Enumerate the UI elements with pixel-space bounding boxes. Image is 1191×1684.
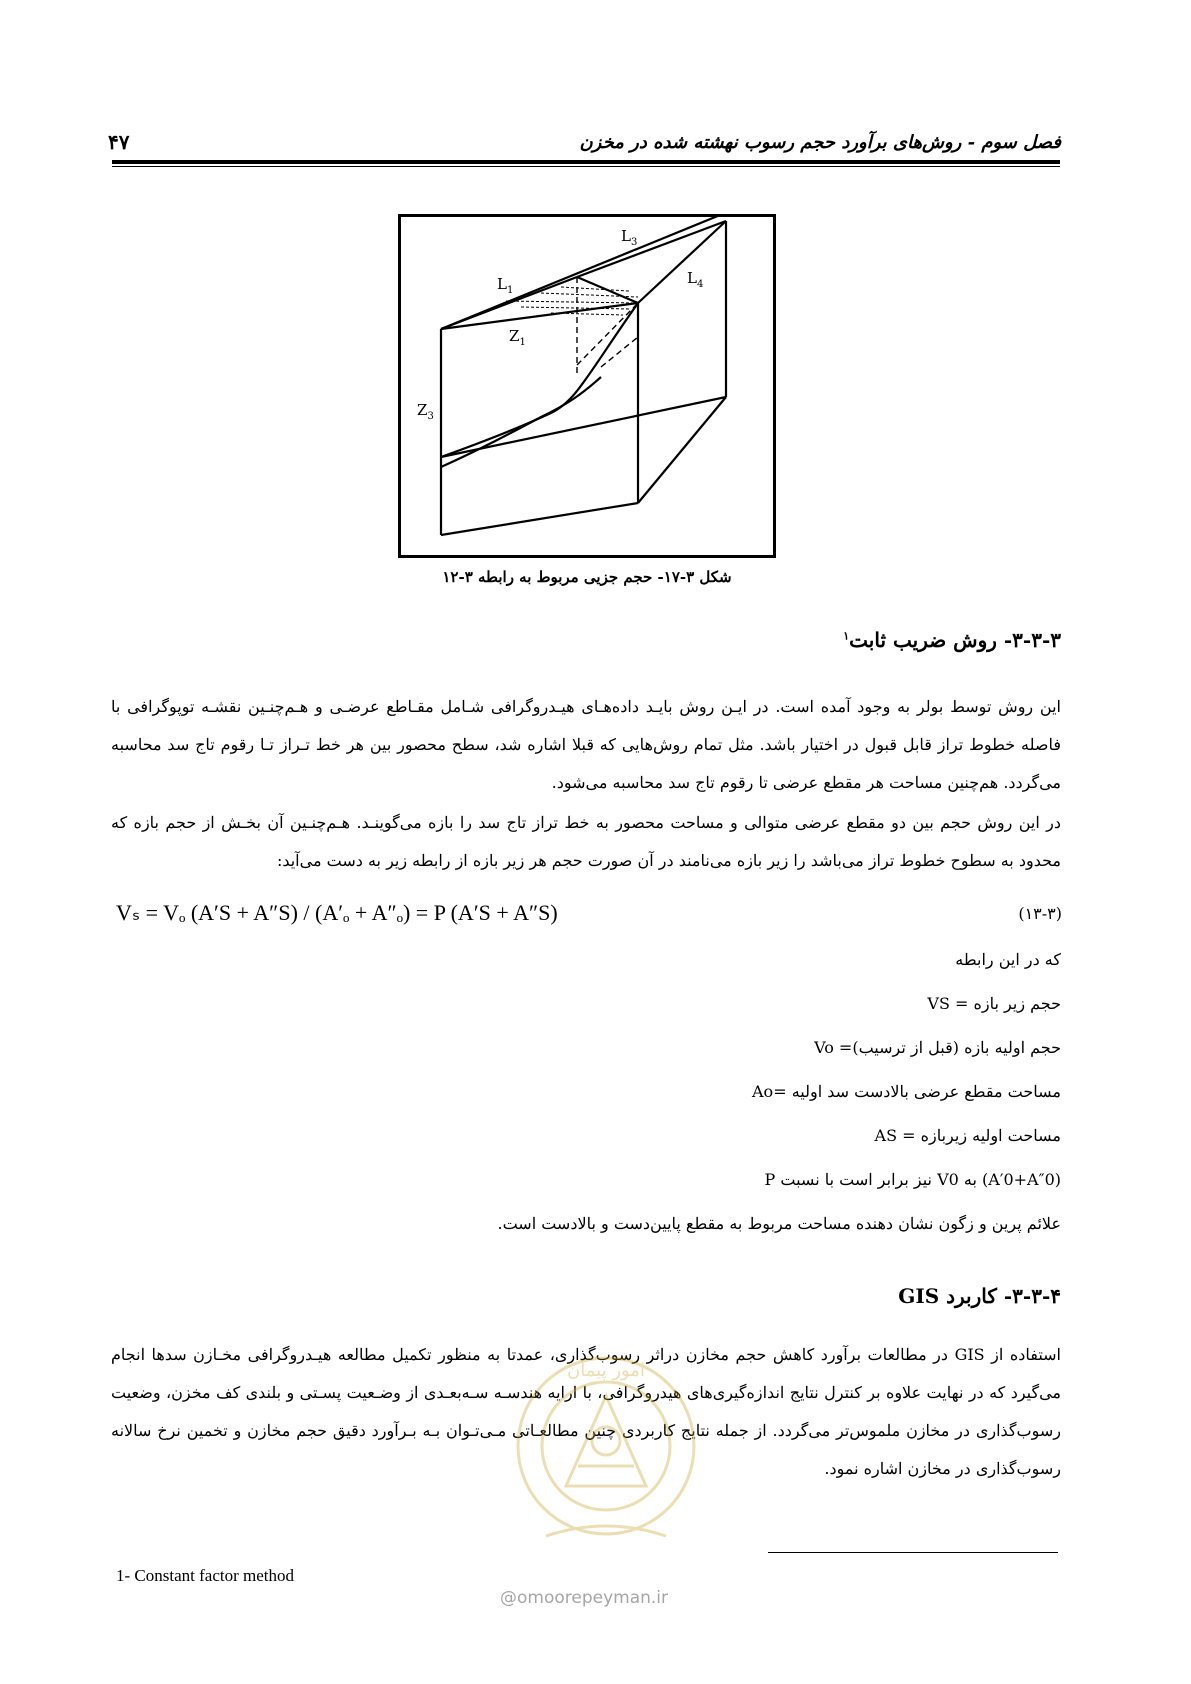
- equation-line: [112, 900, 1062, 938]
- paragraph-subreach-definition: در این روش حجم بین دو مقطع عرضی متوالی و مساحت محصور به خط تراز تاج سد را بازه می‌گوینـد. هـم‌چنـین آن بخـش از حجم بازه که محدود به سطوح خطوط تراز می‌باشد را زیر بازه می‌نامند در آن صورت حجم هر زیر بازه از رابطه زیر به دست می‌آید:: [111, 813, 1062, 870]
- figure-frame: [398, 214, 776, 558]
- definition-item: Vo =حجم اولیه بازه (قبل از ترسیب): [814, 1038, 1061, 1057]
- diagram-hatch-1: [506, 301, 638, 303]
- diagram-line-right-top: [638, 221, 726, 303]
- definitions-intro: که در این رابطه: [955, 950, 1061, 969]
- diagram-dashed-2: [577, 303, 638, 365]
- footnote-rule: [768, 1552, 1058, 1553]
- equation-number: (۱۳-۳): [1018, 904, 1062, 923]
- label-z3: $Z_3$: [417, 401, 434, 422]
- watermark-seal-logo: [506, 1336, 706, 1566]
- footnote-marker: ۱: [843, 629, 850, 643]
- label-l4: $L_4$: [687, 269, 704, 290]
- header-rule-thick: [112, 160, 1060, 164]
- definition-item: Ao= مساحت مقطع عرضی بالادست سد اولیه: [752, 1082, 1061, 1101]
- watermark-seal-text: امور پیمان: [567, 1360, 645, 1381]
- definition-item: علائم پرین و زگون نشان دهنده مساحت مربوط به مقطع پایین‌دست و بالادست است.: [497, 1214, 1061, 1233]
- section-heading-gis: ۳-۳-۴- کاربرد GIS: [898, 1284, 1061, 1308]
- label-l1: $L_1$: [497, 275, 514, 296]
- paragraph-gis: استفاده از GIS در مطالعات برآورد کاهش حجم مخازن دراثر رسوب‌گذاری، عمدتا به منظور تکمیل مطالعه هیـدروگرافی مخـازن سدها انجام می‌گیرد که در نهایت علاوه بر کنترل نتایج اندازه‌گیری‌های هیدروگرافی، با ارایه هندسـه سـه‌بعـدی از وضـعیت پسـتی و بلندی کف مخزن، وضعیت رسوب‌گذاری در مخازن ملموس‌تر می‌گردد. از جمله نتایج کاربردی چنین مطالعـاتی مـی‌تـوان بـه بـرآورد دقیق حجم مخازن و تخمین نرخ سالانه رسوب‌گذاری در مخازن اشاره نمود.: [111, 1345, 1062, 1478]
- definition-item: AS = مساحت اولیه زیربازه: [874, 1126, 1061, 1145]
- diagram-hatch-2: [521, 307, 631, 309]
- diagram-dashed-3: [601, 337, 638, 367]
- figure-caption: شکل ۳-۱۷- حجم جزیی مربوط به رابطه ۳-۱۲: [442, 568, 732, 586]
- section-heading-constant-factor: ۳-۳-۳- روش ضریب ثابت$^۱$: [843, 628, 1061, 652]
- diagram-line-l3: [577, 221, 726, 277]
- header-rule-thin: [112, 166, 1060, 167]
- definition-item: P نیز برابر است با نسبت V0 به (A′0+A″0): [764, 1170, 1061, 1189]
- sediment-volume-diagram: [401, 217, 773, 555]
- running-header-title: فصل سوم - روش‌های برآورد حجم رسوب نهشته شده در مخزن: [579, 132, 1061, 153]
- page-number: ۴۷: [108, 130, 130, 154]
- diagram-hatch-5: [561, 287, 629, 291]
- definition-item: VS = حجم زیر بازه: [927, 994, 1061, 1013]
- diagram-line-bottom: [441, 503, 638, 535]
- paragraph-method-intro: این روش توسط بولر به وجود آمده است. در ایـن روش بایـد داده‌هـای هیـدروگرافی شـامل مقـاطع عرضـی و هـم‌چنـین نقشـه توپوگرافی با فاصله خطوط تراز قابل قبول در اختیار باشد. مثل تمام روش‌هایی که قبلا اشاره شد، سطح محصور بین هر خط تـراز تـا رقوم تاج سد محاسبه می‌گردد. هم‌چنین مساحت هر مقطع عرضی تا رقوم تاج سد محاسبه می‌شود.: [111, 697, 1062, 792]
- equation: Vₛ = Vₒ (A′S + A″S) / (A′ₒ + A″ₒ) = P (A′S + A″S): [116, 900, 558, 925]
- footnote-text: 1- Constant factor method: [116, 1566, 294, 1585]
- label-z1: $Z_1$: [509, 327, 526, 348]
- label-l3: $L_3$: [621, 227, 638, 248]
- watermark-url: @omoorepeyman.ir: [500, 1588, 669, 1608]
- diagram-hatch-3: [541, 293, 638, 297]
